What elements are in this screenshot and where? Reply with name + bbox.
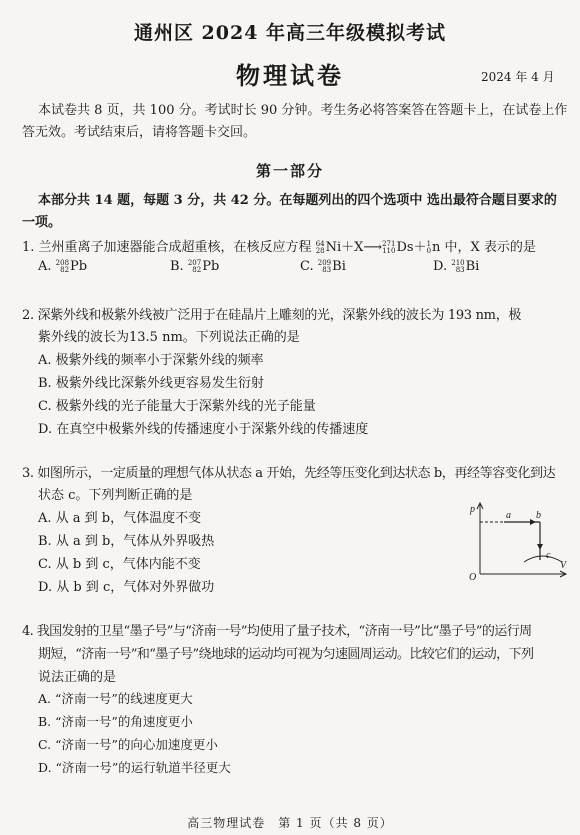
origin-label: O: [469, 572, 477, 582]
ni-symbol: Ni: [325, 240, 342, 255]
q1-stem-end: 中，X 表示的是: [444, 240, 536, 255]
ds-symbol: Ds: [396, 240, 414, 255]
axis-label-V: V: [560, 560, 567, 571]
n-isotope-numbers: 1 0: [426, 239, 432, 255]
isotherm-curve: [524, 556, 562, 562]
question-3-line-2: 状态 c。下列判断正确的是: [38, 488, 193, 503]
q3-option-b: B. 从 a 到 b，气体从外界吸热: [38, 534, 215, 549]
subject-title: 物理试卷: [236, 61, 344, 90]
question-4-line-3: 说法正确的是: [38, 670, 117, 685]
question-4-line-2: 期短，“济南一号”和“墨子号”绕地球的运动均可视为匀速圆周运动。比较它们的运动，下列: [38, 647, 534, 662]
ni-isotope-numbers: 64 28: [315, 239, 325, 255]
question-3-line-1: 3. 如图所示，一定质量的理想气体从状态 a 开始，先经等压变化到达状态 b，再经等容变化到达: [22, 466, 556, 481]
section-note-line-1: 本部分共 14 题，每题 3 分，共 42 分。在每题列出的四个选项中 选出最符合题目要求的: [38, 193, 557, 208]
plus-sign: ＋: [413, 240, 427, 255]
reaction-arrow: ⟶: [363, 240, 383, 255]
q4-option-c: C. “济南一号”的向心加速度更小: [38, 737, 218, 752]
question-2-line-2: 紫外线的波长为13.5 nm。下列说法正确的是: [38, 330, 300, 345]
q2-option-c: C. 极紫外线的光子能量大于深紫外线的光子能量: [38, 399, 316, 414]
q1-option-b: B. 207 82Pb: [170, 258, 220, 274]
state-label-c: c: [546, 550, 551, 561]
ds-isotope-numbers: 271 110: [382, 239, 396, 255]
state-label-b: b: [536, 510, 541, 521]
question-1-stem: [22, 236, 536, 255]
q4-option-a: A. “济南一号”的线速度更大: [38, 691, 193, 706]
q1-option-d: D. 210 83Bi: [433, 258, 480, 274]
q3-option-d: D. 从 b 到 c，气体对外界做功: [38, 580, 215, 595]
q1-option-c: C. 209 83Bi: [300, 258, 346, 274]
state-label-a: a: [506, 510, 511, 521]
q3-option-c: C. 从 b 到 c，气体内能不变: [38, 557, 201, 572]
page-footer: 高三物理试卷 第 1 页（共 8 页）: [187, 816, 393, 830]
q4-option-d: D. “济南一号”的运行轨道半径更大: [38, 760, 231, 775]
exam-title: 通州区 2024 年高三年级模拟考试: [133, 22, 447, 44]
plus-x: ＋X: [341, 240, 364, 255]
q2-option-b: B. 极紫外线比深紫外线更容易发生衍射: [38, 376, 264, 391]
q1-option-a: A. 208 82Pb: [38, 258, 88, 274]
axis-label-p: p: [470, 504, 475, 515]
section-title: 第一部分: [255, 162, 324, 180]
q2-option-d: D. 在真空中极紫外线的传播速度小于深紫外线的传播速度: [38, 422, 369, 437]
arrow-b-to-c: [537, 544, 543, 550]
pv-axes: [477, 503, 566, 577]
question-2-line-1: 2. 深紫外线和极紫外线被广泛用于在硅晶片上雕刻的光，深紫外线的波长为 193 nm，极: [22, 308, 522, 323]
intro-line-1: 本试卷共 8 页，共 100 分。考试时长 90 分钟。考生务必将答案答在答题卡上，在试卷上作: [38, 103, 568, 118]
intro-line-2: 答无效。考试结束后，请将答题卡交回。: [22, 125, 257, 140]
n-symbol: n: [432, 240, 441, 255]
section-note-line-2: 一项。: [22, 215, 62, 230]
q4-option-b: B. “济南一号”的角速度更小: [38, 714, 193, 729]
pv-diagram: [466, 500, 570, 582]
q2-option-a: A. 极紫外线的频率小于深紫外线的频率: [38, 353, 264, 368]
exam-date: 2024 年 4 月: [481, 70, 555, 84]
question-4-line-1: 4. 我国发射的卫星“墨子号”与“济南一号”均使用了量子技术，“济南一号”比“墨子号”的运行周: [22, 624, 532, 639]
q3-option-a: A. 从 a 到 b，气体温度不变: [38, 511, 202, 526]
q1-stem-start: 1. 兰州重离子加速器能合成超重核，在核反应方程: [22, 240, 312, 255]
